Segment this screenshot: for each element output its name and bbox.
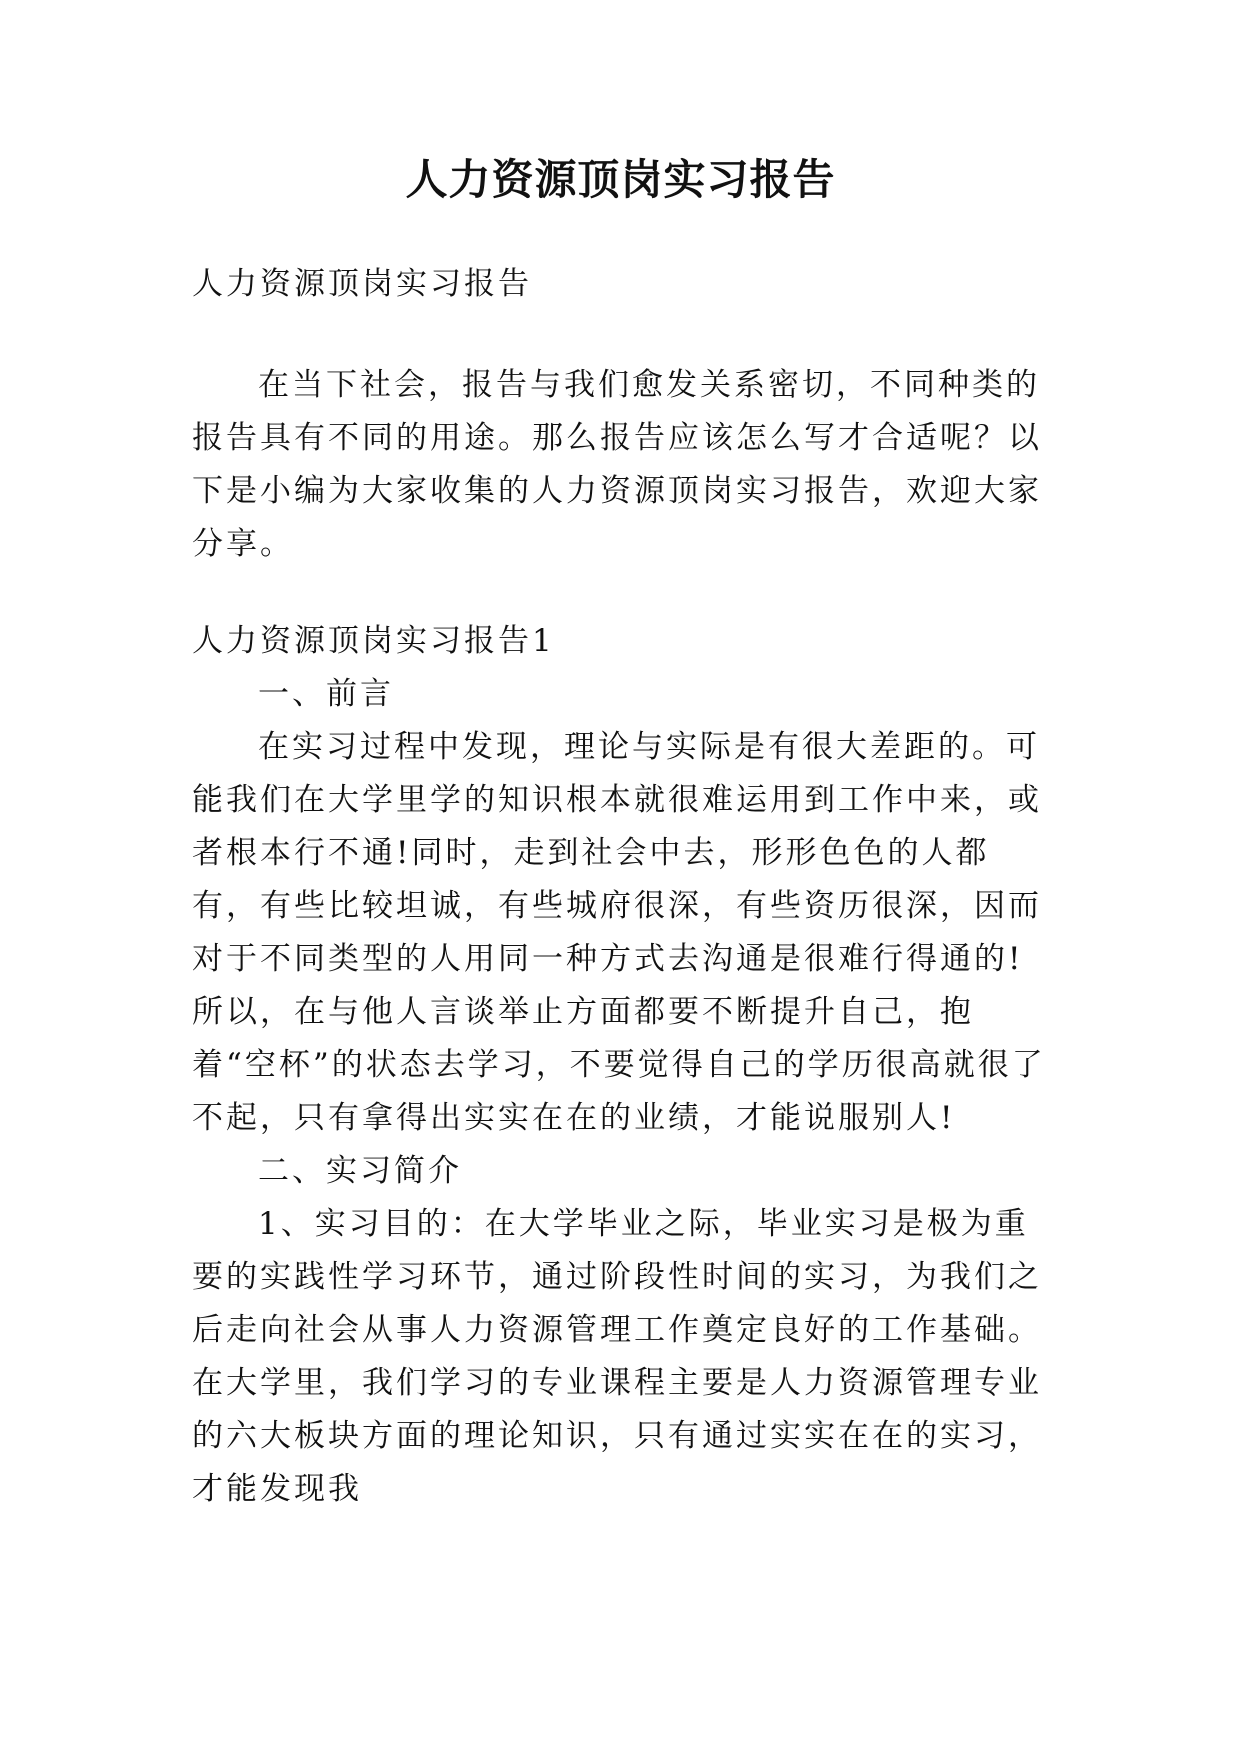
spacer — [192, 571, 1052, 615]
document-title: 人力资源顶岗实习报告 — [405, 155, 836, 204]
spacer — [192, 311, 1052, 359]
intro-paragraph: 在当下社会，报告与我们愈发关系密切，不同种类的报告具有不同的用途。那么报告应该怎么写才合适呢？以下是小编为大家收集的人力资源顶岗实习报告，欢迎大家分享。 — [192, 367, 1042, 562]
preface-paragraph: 在实习过程中发现，理论与实际是有很大差距的。可能我们在大学里学的知识根本就很难运用到工作中来，或者根本行不通!同时，走到社会中去，形形色色的人都有，有些比较坦诚，有些城府很深，有些资历很深，因而对于不同类型的人用同一种方式去沟通是很难行得通的!所以，在与他人言谈举止方面都要不断提升自己，抱着“空杯”的状态去学习，不要觉得自己的学历很高就很了不起，只有拿得出实实在在的业绩，才能说服别人! — [192, 729, 1046, 1136]
heading-preface: 一、前言 — [258, 676, 394, 712]
internship-purpose-paragraph: 1、实习目的：在大学毕业之际，毕业实习是极为重要的实践性学习环节，通过阶段性时间的实习，为我们之后走向社会从事人力资源管理工作奠定良好的工作基础。在大学里，我们学习的专业课程主要是人力资源管理专业的六大板块方面的理论知识，只有通过实实在在的实习，才能发现我 — [192, 1206, 1042, 1507]
document-body — [192, 258, 1052, 1516]
subtitle: 人力资源顶岗实习报告 — [192, 266, 532, 302]
section-title: 人力资源顶岗实习报告1 — [192, 623, 555, 659]
heading-internship-intro: 二、实习简介 — [258, 1153, 462, 1189]
